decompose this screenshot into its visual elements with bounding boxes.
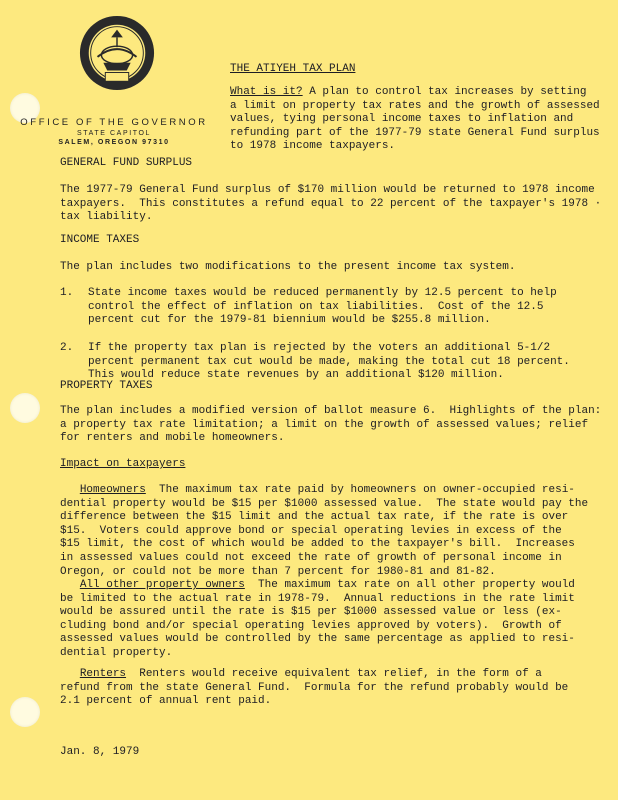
text-line: The maximum tax rate paid by homeowners on owner-occupied resi- <box>145 484 575 496</box>
text-line: This would reduce state revenues by an additional $120 million. <box>88 369 504 382</box>
text-line: in assessed values could not exceed the rate of growth of personal income in <box>60 551 562 564</box>
list-number: 2. <box>60 342 74 354</box>
heading-impact-on-taxpayers: Impact on taxpayers <box>60 458 186 470</box>
text-line: be limited to the actual rate in 1978-79. Annual reductions in the rate limit <box>60 592 575 605</box>
state-seal <box>78 14 156 92</box>
property-paragraph <box>60 405 601 446</box>
punch-hole <box>10 393 40 423</box>
paragraph-lead: All other property owners <box>79 579 245 591</box>
text-line: taxpayers. This constitutes a refund equal to 22 percent of the taxpayer's 1978 · <box>60 197 602 210</box>
intro-line: refunding part of the 1977-79 state General Fund surplus <box>230 126 600 139</box>
heading-income-taxes: INCOME TAXES <box>60 234 140 246</box>
text-line: for renters and mobile homeowners. <box>60 432 285 445</box>
text-line: The 1977-79 General Fund surplus of $170 million would be returned to 1978 income <box>60 184 595 196</box>
text-line: If the property tax plan is rejected by the voters an additional 5-1/2 <box>88 342 551 354</box>
text-line: 2.1 percent of annual rent paid. <box>60 695 272 708</box>
intro-line: to 1978 income taxpayers. <box>230 140 396 153</box>
intro-line: a limit on property tax rates and the growth of assessed <box>230 99 600 112</box>
income-intro: The plan includes two modifications to the present income tax system. <box>60 261 516 273</box>
heading-property-taxes: PROPERTY TAXES <box>60 380 153 392</box>
text-line: difference between the $15 limit and the actual tax rate, if the rate is over <box>60 511 569 524</box>
intro-line: A plan to control tax increases by setting <box>302 86 587 98</box>
text-line: percent cut for the 1979-81 biennium would be $255.8 million. <box>88 314 491 327</box>
text-line: dential property. <box>60 646 173 659</box>
intro-paragraph <box>230 86 600 154</box>
homeowners-paragraph <box>60 484 588 579</box>
office-letterhead <box>0 117 228 146</box>
text-line: dential property would be $15 per $1000 assessed value. The state would pay the <box>60 497 589 510</box>
list-item <box>88 287 557 328</box>
office-address: SALEM, OREGON 97310 <box>58 139 170 146</box>
intro-lead: What is it? <box>230 86 303 98</box>
paragraph-lead: Renters <box>79 668 127 680</box>
list-number: 1. <box>60 287 74 299</box>
paragraph-lead: Homeowners <box>79 484 146 496</box>
document-title: THE ATIYEH TAX PLAN <box>230 63 356 75</box>
text-line: would be assured until the rate is $15 per $1000 assessed value or less (ex- <box>60 606 562 619</box>
text-line: cluding bond and/or special operating levies approved by voters). Growth of <box>60 619 562 632</box>
text-line: control the effect of inflation on tax liabilities. Cost of the 12.5 <box>88 300 544 313</box>
list-item <box>88 342 570 383</box>
text-line: assessed values would be controlled by the same percentage as applied to resi- <box>60 633 575 646</box>
surplus-paragraph <box>60 184 601 225</box>
text-line: Oregon, or could not be more than 7 percent for 1980-81 and 81-82. <box>60 565 496 578</box>
intro-line: values, tying personal income taxes to inflation and <box>230 113 574 126</box>
document-date: Jan. 8, 1979 <box>60 746 140 758</box>
text-line: refund from the state General Fund. Formula for the refund probably would be <box>60 681 569 694</box>
text-line: $15. Voters could approve bond or special operating levies in excess of the <box>60 524 562 537</box>
text-line: tax liability. <box>60 211 153 224</box>
text-line: percent permanent tax cut would be made, making the total cut 18 percent. <box>88 355 570 368</box>
text-line: Renters would receive equivalent tax relief, in the form of a <box>126 668 542 680</box>
other-owners-paragraph <box>60 579 575 661</box>
heading-general-fund-surplus: GENERAL FUND SURPLUS <box>60 157 193 169</box>
office-name: OFFICE OF THE GOVERNOR <box>20 117 208 128</box>
office-building: STATE CAPITOL <box>76 130 152 137</box>
text-line: The maximum tax rate on all other property would <box>244 579 575 591</box>
text-line: The plan includes a modified version of ballot measure 6. Highlights of the plan: <box>60 405 602 417</box>
renters-paragraph <box>60 668 568 709</box>
text-line: $15 limit, the cost of which would be added to the taxpayer's bill. Increases <box>60 538 575 551</box>
text-line: State income taxes would be reduced permanently by 12.5 percent to help <box>88 287 557 299</box>
text-line: a property tax rate limitation; a limit on the growth of assessed values; relief <box>60 418 589 431</box>
punch-hole <box>10 697 40 727</box>
